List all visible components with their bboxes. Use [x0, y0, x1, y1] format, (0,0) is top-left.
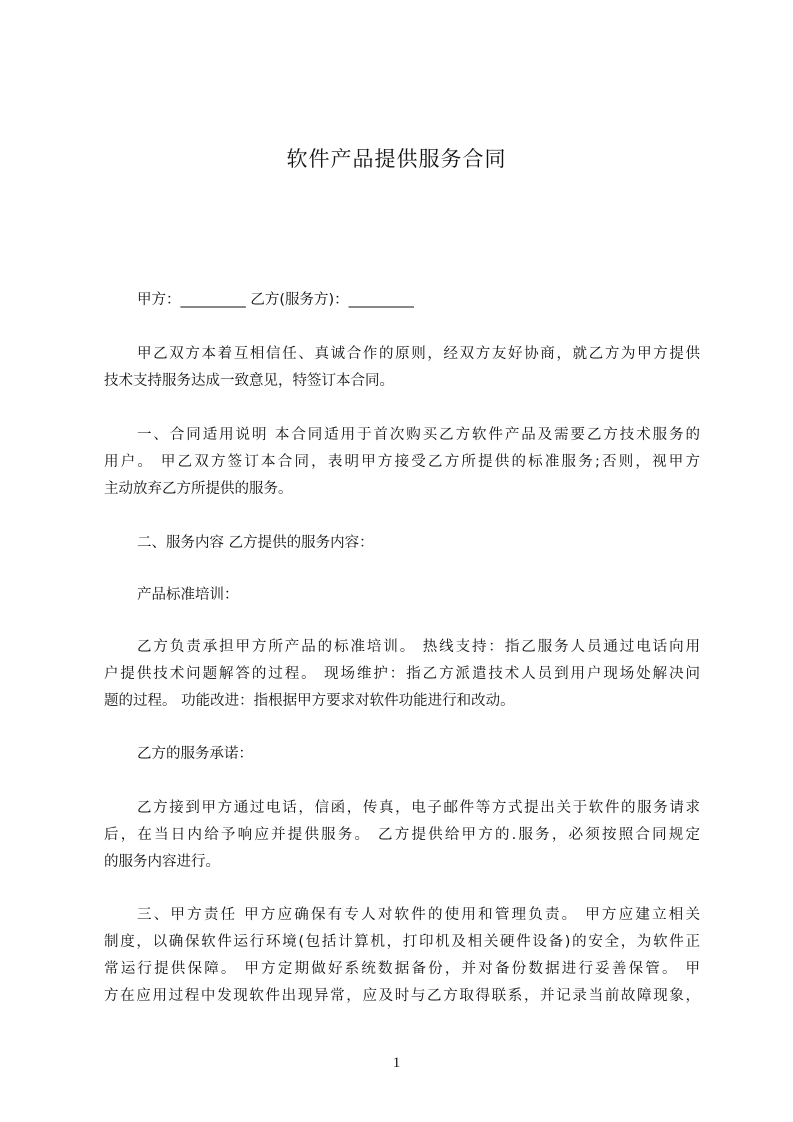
text-line: 常运行提供保障。 甲方定期做好系统数据备份，并对备份数据进行妥善保管。 甲 — [104, 961, 700, 977]
text-line: 乙方接到甲方通过电话，信函，传真，电子邮件等方式提出关于软件的服务请求 — [137, 800, 700, 816]
subheading-commitment: 乙方的服务承诺： — [137, 746, 253, 762]
section-2-heading: 二、服务内容 乙方提供的服务内容： — [137, 535, 374, 551]
text-line: 制度，以确保软件运行环境(包括计算机，打印机及相关硬件设备)的安全，为软件正 — [104, 934, 700, 950]
page-number: 1 — [392, 1055, 401, 1071]
document-title: 软件产品提供服务合同 — [286, 147, 507, 171]
text-line: 用户。 甲乙双方签订本合同，表明甲方接受乙方所提供的标准服务;否则，视甲方 — [104, 454, 700, 470]
text-line: 技术支持服务达成一致意见，特签订本合同。 — [104, 373, 394, 389]
text-line: 的服务内容进行。 — [104, 854, 220, 870]
text-line: 主动放弃乙方所提供的服务。 — [104, 481, 293, 497]
text-line: 方在应用过程中发现软件出现异常，应及时与乙方取得联系，并记录当前故障现象， — [104, 988, 700, 1004]
text-line: 题的过程。 功能改进：指根据甲方要求对软件功能进行和改动。 — [104, 693, 515, 709]
text-line: 三、甲方责任 甲方应确保有专人对软件的使用和管理负责。 甲方应建立相关 — [137, 907, 700, 923]
subheading-training: 产品标准培训： — [137, 587, 239, 603]
text-line: 后，在当日内给予响应并提供服务。 乙方提供给甲方的.服务，必须按照合同规定 — [104, 827, 700, 843]
text-line: 乙方负责承担甲方所产品的标准培训。 热线支持：指乙服务人员通过电话向用 — [137, 639, 700, 655]
text-line: 一、合同适用说明 本合同适用于首次购买乙方软件产品及需要乙方技术服务的 — [137, 427, 700, 443]
parties-line: 甲方：_________ 乙方(服务方)：_________ — [137, 292, 414, 308]
text-line: 户提供技术问题解答的过程。 现场维护：指乙方派遣技术人员到用户现场处解决问 — [104, 666, 700, 682]
text-line: 甲乙双方本着互相信任、真诚合作的原则，经双方友好协商，就乙方为甲方提供 — [137, 346, 700, 362]
